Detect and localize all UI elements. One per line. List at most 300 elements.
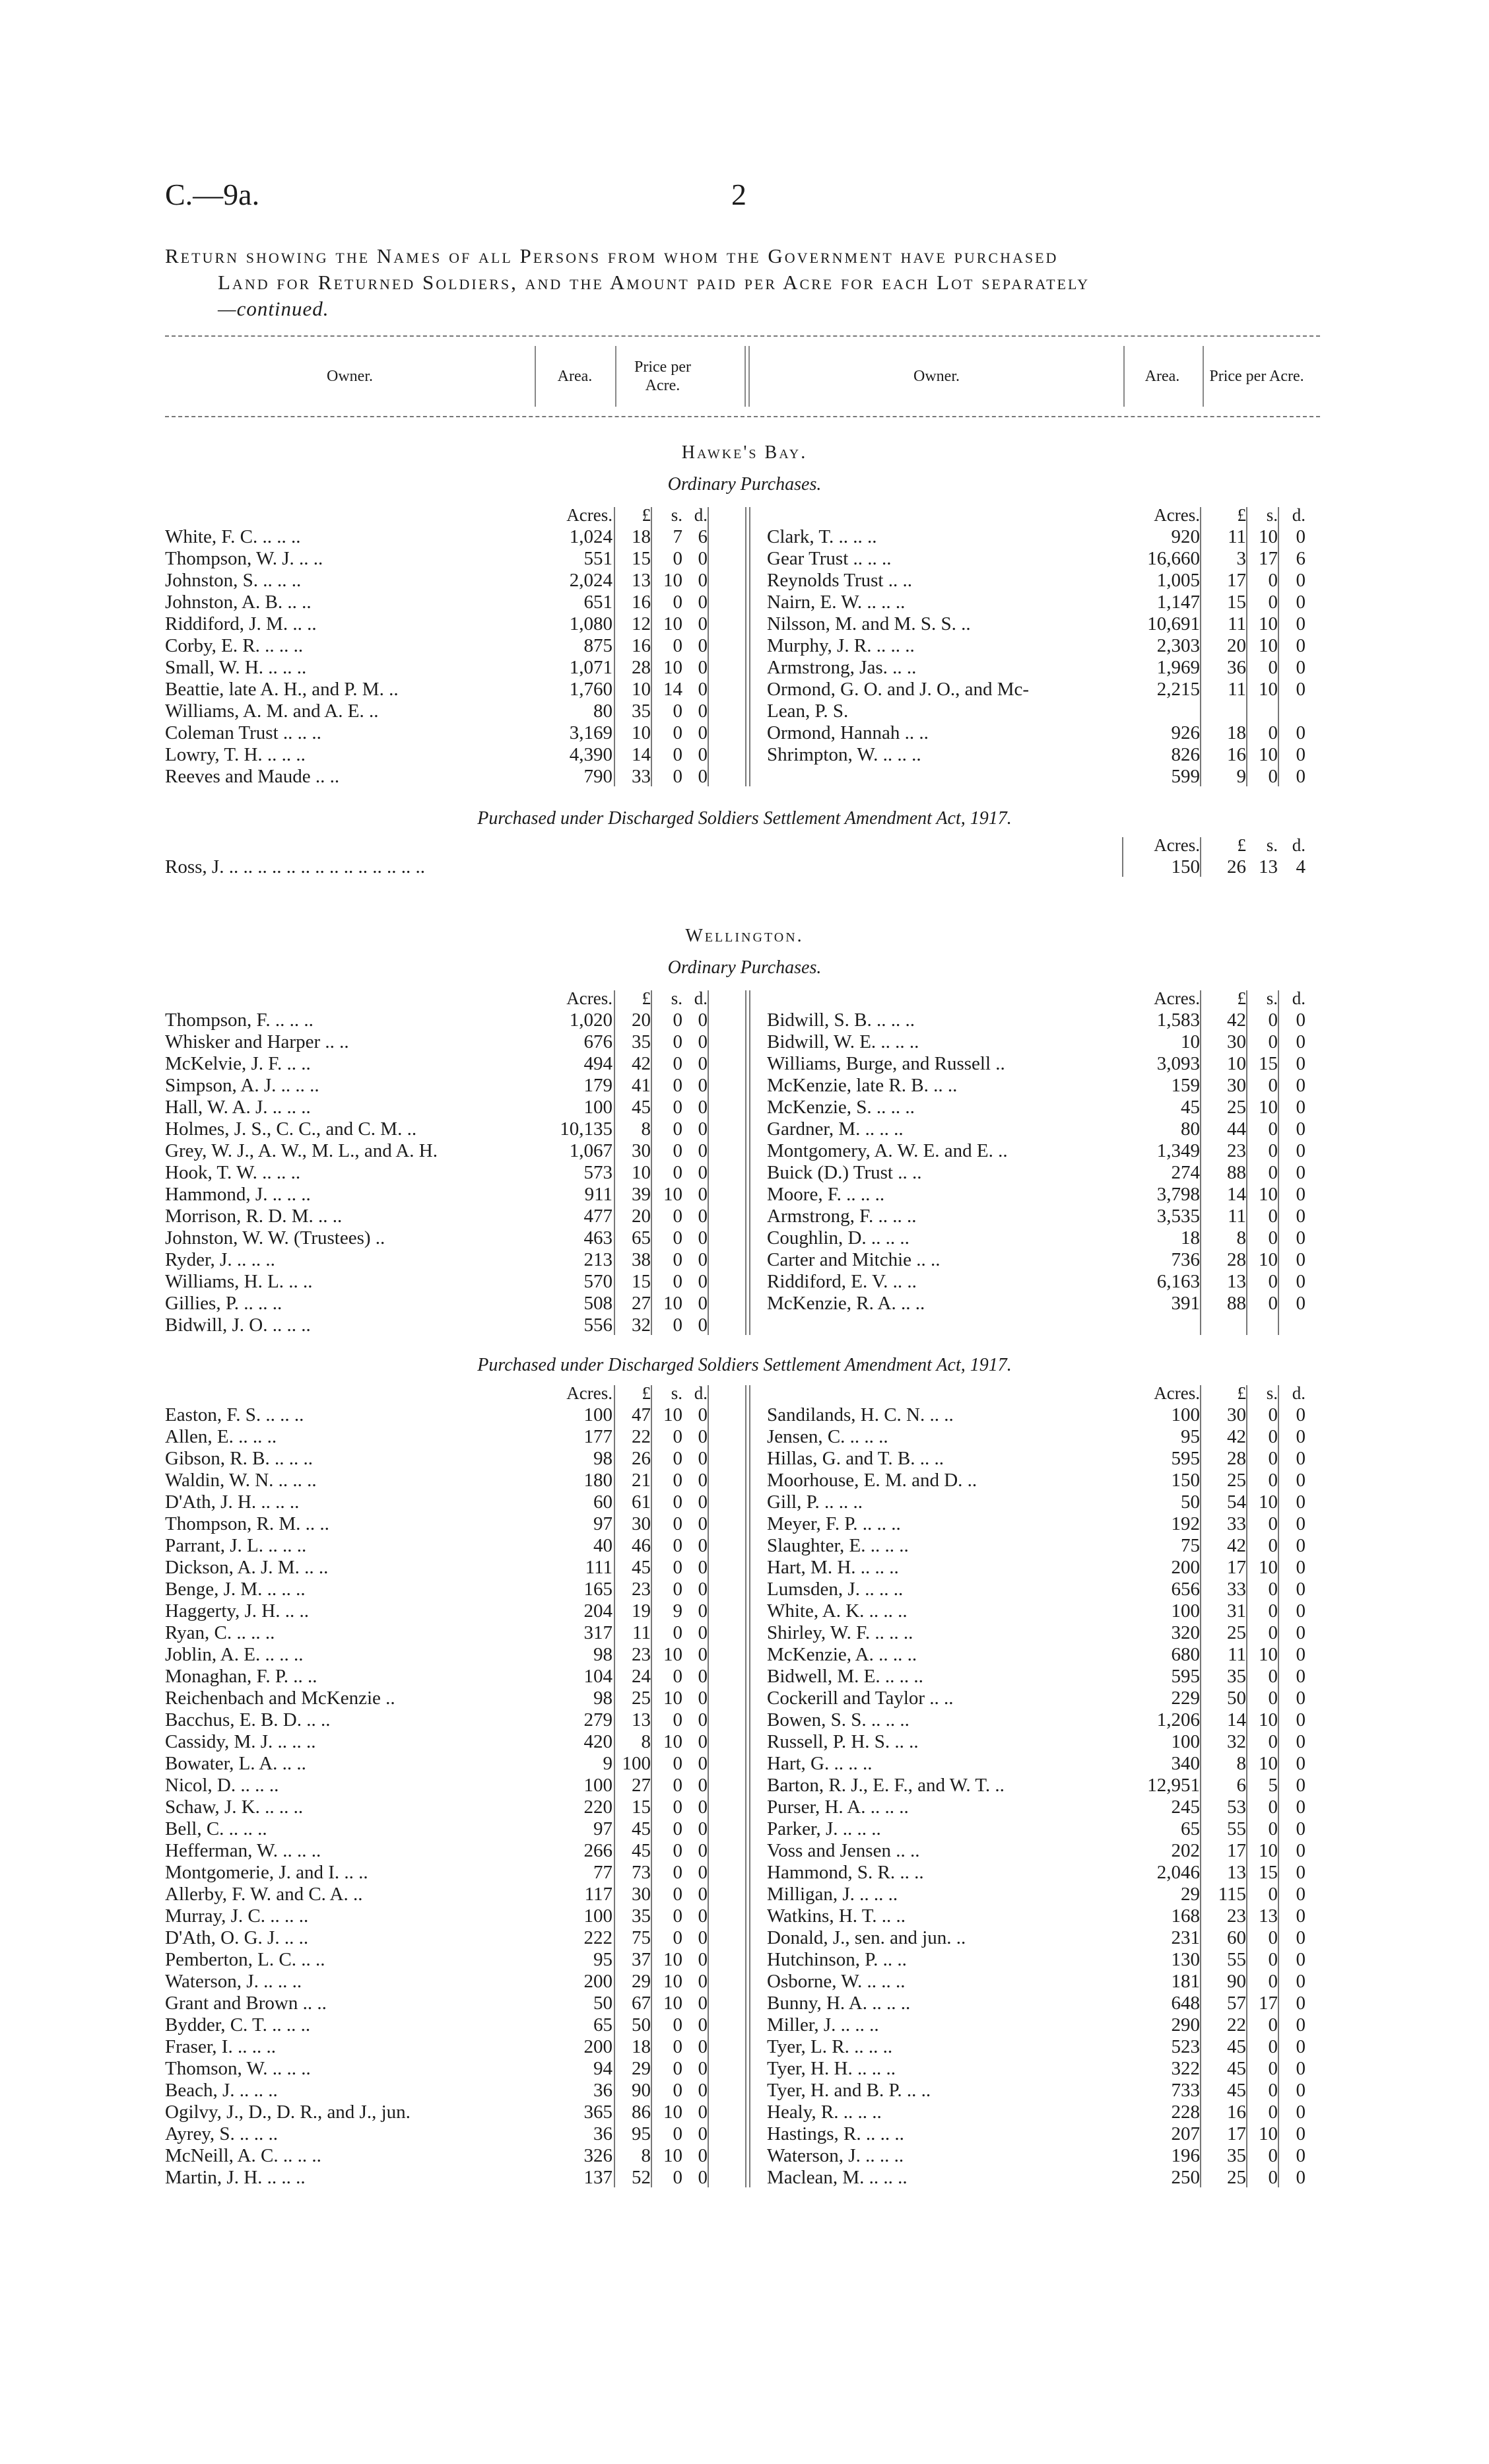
price-shillings: 0 (673, 592, 682, 613)
price-pounds: 18 (1227, 722, 1246, 743)
price-pounds: 25 (1227, 1470, 1246, 1491)
area-value: 177 (583, 1426, 612, 1447)
owner-name: Shirley, W. F. .. .. .. (767, 1622, 913, 1643)
owner-name: Hammond, S. R. .. .. (767, 1862, 924, 1883)
price-pounds: 50 (632, 2014, 651, 2036)
price-pounds: 17 (1227, 1840, 1246, 1861)
owner-name: Martin, J. H. .. .. .. (165, 2167, 306, 2188)
price-shillings: 0 (1268, 1010, 1278, 1031)
price-shillings: 17 (1259, 1993, 1278, 2014)
price-shillings: 0 (673, 1010, 682, 1031)
units-pence: d. (1292, 1383, 1306, 1403)
price-shillings: 0 (673, 1579, 682, 1600)
price-shillings: 10 (1259, 635, 1278, 656)
area-value: 926 (1171, 722, 1200, 743)
area-value: 595 (1171, 1448, 1200, 1469)
area-value: 494 (583, 1053, 612, 1074)
price-shillings: 10 (663, 1404, 682, 1425)
area-value: 391 (1171, 1293, 1200, 1314)
price-shillings: 0 (673, 1075, 682, 1096)
owner-name: Hammond, J. .. .. .. (165, 1184, 311, 1205)
owner-name: Sandilands, H. C. N. .. .. (767, 1404, 954, 1425)
price-shillings: 0 (673, 2036, 682, 2057)
price-pounds: 90 (632, 2080, 651, 2101)
units-row (165, 835, 1320, 856)
area-value: 207 (1171, 2123, 1200, 2144)
price-shillings: 0 (1268, 722, 1278, 743)
price-pounds: 10 (632, 1162, 651, 1183)
price-pounds: 23 (632, 1644, 651, 1665)
table-row (165, 1184, 1320, 1206)
owner-name: Hutchinson, P. .. .. (767, 1949, 907, 1970)
owner-name: Johnston, W. W. (Trustees) .. (165, 1227, 385, 1249)
price-pence: 0 (1296, 592, 1306, 613)
price-shillings: 13 (1259, 1905, 1278, 1927)
price-pounds: 18 (632, 526, 651, 547)
owner-name: Lean, P. S. (767, 701, 849, 722)
price-pence: 0 (1296, 1840, 1306, 1861)
price-shillings: 10 (1259, 1249, 1278, 1270)
price-pence: 0 (1296, 657, 1306, 678)
table-row (165, 1162, 1320, 1184)
price-pence: 0 (698, 2145, 708, 2166)
owner-name: Fraser, I. .. .. .. (165, 2036, 276, 2057)
price-pence: 0 (698, 2014, 708, 2036)
price-shillings: 10 (1259, 2123, 1278, 2144)
price-shillings: 0 (673, 1448, 682, 1469)
owner-name: Gardner, M. .. .. .. (767, 1118, 904, 1140)
owner-name: Parker, J. .. .. .. (767, 1818, 881, 1839)
price-pounds: 17 (1227, 2123, 1246, 2144)
owner-name: Bydder, C. T. .. .. .. (165, 2014, 311, 2036)
owner-name: Maclean, M. .. .. .. (767, 2167, 908, 2188)
price-pence: 0 (698, 722, 708, 743)
owner-name: Hillas, G. and T. B. .. .. (767, 1448, 944, 1469)
units-acres: Acres. (566, 988, 612, 1008)
subtitle-wl-discharged: Purchased under Discharged Soldiers Settlement Amendment Act, 1917. (477, 1355, 1012, 1375)
price-pounds: 3 (1236, 548, 1246, 569)
price-pence: 0 (1296, 2102, 1306, 2123)
price-pounds: 8 (641, 1731, 651, 1752)
area-value: 36 (593, 2080, 612, 2101)
units-shilling: s. (1266, 1383, 1278, 1403)
price-shillings: 0 (1268, 2058, 1278, 2079)
units-acres: Acres. (1154, 988, 1200, 1008)
price-pounds: 26 (632, 1448, 651, 1469)
owner-name: Bunny, H. A. .. .. .. (767, 1993, 911, 2014)
price-shillings: 10 (663, 657, 682, 678)
area-value: 1,760 (569, 679, 612, 700)
price-pence: 0 (1296, 1470, 1306, 1491)
price-pence: 0 (698, 1993, 708, 2014)
price-pounds: 11 (1228, 679, 1246, 700)
owner-name: Voss and Jensen .. .. (767, 1840, 920, 1861)
price-pence: 0 (1296, 1600, 1306, 1622)
price-pounds: 54 (1227, 1491, 1246, 1513)
price-shillings: 0 (1268, 1118, 1278, 1140)
units-pence: d. (1292, 988, 1306, 1008)
area-value: 1,206 (1156, 1709, 1200, 1730)
price-pounds: 11 (1228, 1206, 1246, 1227)
price-pounds: 35 (1227, 2145, 1246, 2166)
price-shillings: 0 (1268, 1426, 1278, 1447)
area-value: 365 (583, 2102, 612, 2123)
area-value: 1,583 (1156, 1010, 1200, 1031)
units-acres: Acres. (566, 1383, 612, 1403)
area-value: 200 (1171, 1557, 1200, 1578)
owner-name: Meyer, F. P. .. .. .. (767, 1513, 901, 1534)
units-pound: £ (642, 505, 651, 525)
table-row (165, 1206, 1320, 1227)
section-title-wellington: Wellington. (685, 926, 804, 946)
area-value: 463 (583, 1227, 612, 1249)
owner-name: McKenzie, late R. B. .. .. (767, 1075, 958, 1096)
price-pounds: 36 (1227, 657, 1246, 678)
price-shillings: 0 (1268, 1949, 1278, 1970)
price-pence: 0 (698, 1206, 708, 1227)
price-shillings: 10 (663, 1949, 682, 1970)
table-row (165, 2102, 1320, 2123)
table-row (165, 2167, 1320, 2189)
owner-name: Russell, P. H. S. .. .. (767, 1731, 919, 1752)
owner-name: Ross, J. .. .. .. .. .. .. .. .. .. .. .. .. .. .. (165, 856, 425, 877)
price-shillings: 0 (673, 1249, 682, 1270)
table-row (165, 657, 1320, 679)
units-pence: d. (1292, 505, 1306, 525)
price-pounds: 13 (632, 1709, 651, 1730)
table-row (165, 1927, 1320, 1949)
table-row (165, 856, 1320, 878)
price-pence: 0 (698, 2036, 708, 2057)
owner-name: Johnston, S. .. .. .. (165, 570, 302, 591)
area-value: 1,071 (569, 657, 612, 678)
table-row (165, 613, 1320, 635)
units-pence: d. (694, 505, 708, 525)
header-owner-right: Owner. (913, 368, 960, 385)
table-row (165, 526, 1320, 548)
price-pence: 0 (698, 1600, 708, 1622)
price-pence: 0 (698, 2167, 708, 2188)
price-pounds: 50 (1227, 1688, 1246, 1709)
price-shillings: 17 (1259, 548, 1278, 569)
price-shillings: 10 (663, 1184, 682, 1205)
table-row (165, 1840, 1320, 1862)
area-value: 10 (1181, 1031, 1200, 1052)
area-value: 179 (583, 1075, 612, 1096)
price-pence: 0 (1296, 1905, 1306, 1927)
price-pence: 0 (1296, 1010, 1306, 1031)
table-row (165, 766, 1320, 788)
price-shillings: 0 (673, 1426, 682, 1447)
area-value: 202 (1171, 1840, 1200, 1861)
table-row (165, 2080, 1320, 2102)
owner-name: Parrant, J. L. .. .. .. (165, 1535, 307, 1556)
units-acres: Acres. (566, 505, 612, 525)
price-shillings: 0 (1268, 1162, 1278, 1183)
owner-name: Corby, E. R. .. .. .. (165, 635, 304, 656)
price-pounds: 25 (1227, 2167, 1246, 2188)
price-pounds: 30 (1227, 1404, 1246, 1425)
price-shillings: 10 (663, 1688, 682, 1709)
price-pounds: 8 (641, 1118, 651, 1140)
area-value: 322 (1171, 2058, 1200, 2079)
units-shilling: s. (1266, 505, 1278, 525)
price-pence: 0 (698, 1753, 708, 1774)
price-pence: 0 (1296, 1448, 1306, 1469)
owner-name: Allerby, F. W. and C. A. .. (165, 1884, 363, 1905)
price-pence: 0 (1296, 1971, 1306, 1992)
owner-name: White, A. K. .. .. .. (767, 1600, 908, 1622)
title-line-2: Land for Returned Soldiers, and the Amount paid per Acre for each Lot separately (218, 271, 1090, 294)
price-shillings: 0 (673, 1271, 682, 1292)
price-shillings: 0 (673, 635, 682, 656)
price-pence: 0 (1296, 1622, 1306, 1643)
area-value: 523 (1171, 2036, 1200, 2057)
area-value: 573 (583, 1162, 612, 1183)
price-pence: 0 (1296, 1184, 1306, 1205)
table-row (165, 2058, 1320, 2080)
header-area-right: Area. (1144, 368, 1180, 385)
price-pence: 0 (698, 679, 708, 700)
table-row (165, 1600, 1320, 1622)
area-value: 3,535 (1156, 1206, 1200, 1227)
area-value: 648 (1171, 1993, 1200, 2014)
price-pounds: 25 (632, 1688, 651, 1709)
table-row (165, 1709, 1320, 1731)
table-row (165, 2014, 1320, 2036)
price-shillings: 0 (1268, 1731, 1278, 1752)
table-row (165, 1818, 1320, 1840)
price-shillings: 0 (1268, 1404, 1278, 1425)
price-shillings: 0 (1268, 1579, 1278, 1600)
price-pence: 0 (1296, 1227, 1306, 1249)
area-value: 245 (1171, 1797, 1200, 1818)
price-pence: 0 (1296, 1491, 1306, 1513)
price-pounds: 115 (1218, 1884, 1246, 1905)
price-pence: 0 (1296, 1688, 1306, 1709)
table-row (165, 1118, 1320, 1140)
owner-name: Beattie, late A. H., and P. M. .. (165, 679, 399, 700)
price-pounds: 22 (1227, 2014, 1246, 2036)
price-pounds: 30 (632, 1513, 651, 1534)
owner-name: Murphy, J. R. .. .. .. (767, 635, 915, 656)
price-shillings: 0 (673, 1622, 682, 1643)
price-pounds: 15 (1227, 592, 1246, 613)
area-value: 10,135 (560, 1118, 612, 1140)
price-shillings: 0 (673, 1513, 682, 1534)
area-value: 196 (1171, 2145, 1200, 2166)
area-value: 1,080 (569, 613, 612, 634)
price-pence: 0 (1296, 1249, 1306, 1270)
header-area-left: Area. (557, 368, 593, 385)
price-pence: 0 (698, 744, 708, 765)
owner-name: Ryan, C. .. .. .. (165, 1622, 275, 1643)
table-row (165, 1271, 1320, 1293)
price-pence: 0 (1296, 1797, 1306, 1818)
area-value: 911 (584, 1184, 612, 1205)
price-pence: 0 (698, 1535, 708, 1556)
price-pounds: 30 (632, 1140, 651, 1161)
price-pence: 0 (698, 1862, 708, 1883)
units-shilling: s. (671, 505, 682, 525)
area-value: 181 (1171, 1971, 1200, 1992)
area-value: 340 (1171, 1753, 1200, 1774)
owner-name: Osborne, W. .. .. .. (767, 1971, 906, 1992)
price-pence: 0 (1296, 1884, 1306, 1905)
table-row (165, 1579, 1320, 1600)
price-pounds: 10 (632, 679, 651, 700)
owner-name: Ayrey, S. .. .. .. (165, 2123, 279, 2144)
price-pence: 0 (698, 1905, 708, 1927)
owner-name: Hook, T. W. .. .. .. (165, 1162, 301, 1183)
price-shillings: 10 (663, 2145, 682, 2166)
area-value: 9 (603, 1753, 612, 1774)
area-value: 2,024 (569, 570, 612, 591)
price-pounds: 15 (632, 1271, 651, 1292)
price-pence: 0 (698, 548, 708, 569)
owner-name: Nicol, D. .. .. .. (165, 1775, 279, 1796)
units-pence: d. (1292, 835, 1306, 855)
price-pounds: 45 (1227, 2058, 1246, 2079)
price-shillings: 0 (1268, 2014, 1278, 2036)
area-value: 4,390 (569, 744, 612, 765)
price-pence: 0 (698, 1688, 708, 1709)
price-shillings: 0 (673, 701, 682, 722)
owner-name: Gear Trust .. .. .. (767, 548, 892, 569)
area-value: 508 (583, 1293, 612, 1314)
owner-name: Hall, W. A. J. .. .. .. (165, 1097, 311, 1118)
table-row (165, 679, 1320, 701)
price-shillings: 0 (673, 1818, 682, 1839)
area-value: 599 (1171, 766, 1200, 787)
area-value: 130 (1171, 1949, 1200, 1970)
price-pence: 0 (1296, 1644, 1306, 1665)
area-value: 222 (583, 1927, 612, 1948)
price-pounds: 29 (632, 1971, 651, 1992)
price-pence: 0 (698, 1162, 708, 1183)
table-row (165, 1315, 1320, 1336)
price-pounds: 45 (632, 1818, 651, 1839)
area-value: 36 (593, 2123, 612, 2144)
document-title (165, 243, 1340, 322)
owner-name: Ryder, J. .. .. .. (165, 1249, 275, 1270)
table-row (165, 1905, 1320, 1927)
price-pounds: 17 (1227, 570, 1246, 591)
price-pounds: 42 (1227, 1535, 1246, 1556)
price-pence: 0 (1296, 722, 1306, 743)
area-value: 3,169 (569, 722, 612, 743)
price-shillings: 0 (1268, 1884, 1278, 1905)
units-row (165, 504, 1320, 526)
price-shillings: 0 (1268, 1535, 1278, 1556)
price-pounds: 30 (1227, 1075, 1246, 1096)
area-value: 790 (583, 766, 612, 787)
owner-name: Miller, J. .. .. .. (767, 2014, 879, 2036)
table-row (165, 744, 1320, 766)
price-shillings: 0 (1268, 1206, 1278, 1227)
price-shillings: 0 (673, 1884, 682, 1905)
price-shillings: 10 (663, 1993, 682, 2014)
price-pounds: 90 (1227, 1971, 1246, 1992)
table-row (165, 1862, 1320, 1884)
owner-name: Tyer, L. R. .. .. .. (767, 2036, 893, 2057)
table-row (165, 1470, 1320, 1491)
price-shillings: 0 (673, 1162, 682, 1183)
area-value: 2,215 (1156, 679, 1200, 700)
owner-name: Cockerill and Taylor .. .. (767, 1688, 954, 1709)
table-row (165, 2036, 1320, 2058)
table-row (165, 635, 1320, 657)
price-pounds: 86 (632, 2102, 651, 2123)
price-pounds: 35 (632, 1905, 651, 1927)
price-shillings: 10 (663, 1971, 682, 1992)
price-pence: 0 (1296, 1535, 1306, 1556)
price-pence: 0 (698, 1513, 708, 1534)
price-pence: 0 (1296, 1709, 1306, 1730)
owner-name: McNeill, A. C. .. .. .. (165, 2145, 321, 2166)
units-pound: £ (1237, 988, 1246, 1008)
area-value: 10,691 (1147, 613, 1200, 634)
area-value: 1,067 (569, 1140, 612, 1161)
area-value: 477 (583, 1206, 612, 1227)
area-value: 676 (583, 1031, 612, 1052)
area-value: 104 (583, 1666, 612, 1687)
table-row (165, 1097, 1320, 1118)
price-shillings: 7 (673, 526, 682, 547)
owner-name: Williams, H. L. .. .. (165, 1271, 313, 1292)
price-pounds: 55 (1227, 1818, 1246, 1839)
price-pence: 0 (1296, 570, 1306, 591)
price-pounds: 57 (1227, 1993, 1246, 2014)
area-value: 77 (593, 1862, 612, 1883)
price-pence: 0 (698, 1840, 708, 1861)
price-shillings: 0 (673, 1840, 682, 1861)
price-pounds: 45 (1227, 2036, 1246, 2057)
price-pence: 0 (698, 1140, 708, 1161)
price-shillings: 0 (673, 2123, 682, 2144)
price-shillings: 0 (1268, 2102, 1278, 2123)
table-row (165, 1884, 1320, 1905)
area-value: 826 (1171, 744, 1200, 765)
price-shillings: 10 (1259, 613, 1278, 634)
price-pence: 0 (698, 766, 708, 787)
table-row (165, 570, 1320, 592)
price-pounds: 14 (1227, 1709, 1246, 1730)
price-pence: 0 (1296, 2058, 1306, 2079)
price-pence: 0 (1296, 2167, 1306, 2188)
price-pounds: 39 (632, 1184, 651, 1205)
price-pounds: 29 (632, 2058, 651, 2079)
area-value: 875 (583, 635, 612, 656)
price-pounds: 42 (1227, 1426, 1246, 1447)
price-pence: 0 (1296, 2036, 1306, 2057)
units-pound: £ (1237, 835, 1246, 855)
area-value: 100 (1171, 1404, 1200, 1425)
price-pounds: 38 (632, 1249, 651, 1270)
area-value: 159 (1171, 1075, 1200, 1096)
header-price-right: Price per Acre. (1209, 368, 1304, 385)
price-pence: 0 (1296, 1097, 1306, 1118)
owner-name: Purser, H. A. .. .. .. (767, 1797, 909, 1818)
price-pounds: 28 (1227, 1249, 1246, 1270)
table-row (165, 1031, 1320, 1053)
price-pounds: 8 (1236, 1753, 1246, 1774)
title-line-1: Return showing the Names of all Persons from whom the Government have purchased (165, 244, 1059, 267)
price-shillings: 0 (673, 1206, 682, 1227)
price-pence: 0 (698, 1404, 708, 1425)
price-pounds: 52 (632, 2167, 651, 2188)
price-pence: 0 (698, 1271, 708, 1292)
